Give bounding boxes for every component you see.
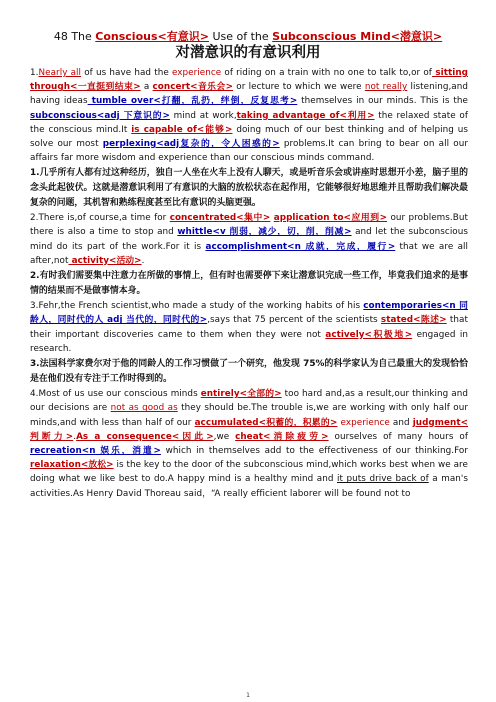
text-run: 3.Fehr,the French scientist,who made a study of the working habits of his [30,301,364,312]
vocab-annotation: tumble over<打翻，乱扔，绊倒，反复思考> [87,96,298,107]
text-run: they should be.The trouble is,we are working with only half our minds,and with less than half of our [30,403,469,428]
text-run: a man's activities.As Henry David Thoreau said，“A really efficient laborer will be found not to [30,474,469,499]
vocab-annotation: concert<音乐会> [152,82,234,93]
text-run: is the key to the door of the subconscious mind,which works best when we are doing what we like best to do.A happy mind is a healthy mind and [30,460,468,485]
title-middle: Use of the [208,30,273,43]
text-run: ourselves of many hours of [328,431,468,442]
page-number: 1 [246,692,250,699]
title-keyword-conscious: Conscious<有意识> [95,30,209,43]
text-run: 1. [30,68,39,78]
document-body [30,66,468,502]
text-run: or lecture to which we were [233,82,365,93]
chinese-title: 对潜意识的有意识利用 [175,44,321,61]
text-run: doing much of our best thinking and of helping us solve our most [30,124,468,150]
vocab-annotation: activity<活动> [68,255,142,266]
text-run: . [73,431,77,442]
vocab-annotation: perplexing<adj复杂的，令人困惑的> [102,139,280,150]
highlight-phrase: not as good as [110,403,178,414]
vocab-annotation: cheat<消除疲劳> [235,431,329,442]
text-run: a [140,82,153,93]
highlight-phrase: Nearly all [38,68,82,78]
text-run: 2.There is,of course,a time for [30,213,170,224]
text-run: the relaxed state of the conscious mind.It [30,110,468,135]
paragraph-4-english [30,387,468,501]
vocab-annotation: contemporaries<n 同龄人，同时代的人 adj 当代的，同时代的> [30,301,468,326]
text-run: that their important discoveries came to them when they were not [30,315,468,340]
vocab-annotation: judgment<判断力> [30,417,468,442]
vocab-annotation: application to<应用到> [273,213,388,224]
vocab-annotation: whittle<v 削弱，减少，切，削，削减> [177,227,352,238]
paragraph-1-english [30,66,468,165]
paragraph-1-chinese: 1.几乎所有人都有过这种经历，独自一人坐在火车上没有人聊天，或是听音乐会或讲座时思想开小差，脑子里的念头此起彼伏。这就是潜意识利用了有意识的大脑的放松状态在起作用，它能够很好地思维并且帮助我们解决最复杂的问题，其机智和熟练程度甚至比有意识的头脑更强。 [30,168,468,208]
text-run: engaged in research. [30,329,468,354]
text-run: which in themselves add to the effectiveness of our thinking.For [160,446,468,457]
vocab-annotation: As a consequence<因此> [76,431,214,442]
highlight-word: experience [171,68,222,78]
vocab-annotation: recreation<n 娱乐，消遣> [30,446,161,457]
paragraph-3-chinese: 3.法国科学家费尔对于他的同龄人的工作习惯做了一个研究，他发现 75%的科学家认为自己最重大的发现恰恰是在他们没有专注于工作时得到的。 [30,359,468,384]
title-prefix: 48 The [53,30,96,43]
vocab-annotation: relaxation<放松> [30,460,114,471]
paragraph-2-chinese: 2.有时我们需要集中注意力在所做的事情上，但有时也需要停下来让潜意识完成一些工作，毕竟我们追求的是事情的结果而不是做事情本身。 [30,271,468,296]
text-run: problems.It can bring to bear on all our affairs far more wisdom and experience than our conscious minds command. [30,139,468,164]
text-run: listening,and having ideas [30,82,469,107]
vocab-annotation: sitting through<一直挺到结束> [30,68,468,93]
english-title [0,30,496,43]
vocab-annotation: taking advantage of<利用> [236,110,375,121]
vocab-annotation: is capable of<能够> [131,124,233,135]
text-run: our problems.But there is also a time to stop and [30,213,468,238]
text-run: . [141,255,145,266]
paragraph-3-english [30,299,468,356]
vocab-annotation: accumulated<积蓄的，积累的> [194,417,338,428]
text-run: and [389,417,413,428]
vocab-annotation: subconscious<adj 下意识的> [30,110,170,121]
text-run: mind at work, [169,110,237,121]
highlight-phrase: not really [364,82,408,93]
paragraph-2-english [30,211,468,268]
vocab-annotation: concentrated<集中> [169,213,271,224]
text-run: of us have had the [81,68,172,78]
highlight-word: experience [340,417,390,428]
text-run: 4.Most of us use our conscious minds [30,389,201,400]
vocab-annotation: actively<积极地> [325,329,413,340]
vocab-annotation: stated<陈述> [380,315,447,326]
text-run: that we are all after,not [30,241,469,266]
text-run: and let the subconscious mind do its part of the work.For it is [30,227,468,252]
text-run: themselves in our minds. This is the [297,96,468,107]
title-keyword-subconscious: Subconscious Mind<潜意识> [272,30,443,43]
text-run: ,says that 75 percent of the scientists [207,315,381,326]
text-run: of riding on a train with no one to talk to,or of [221,68,432,78]
underlined-phrase: it puts drive back of [337,474,429,485]
vocab-annotation: accomplishment<n 成就，完成，履行> [205,241,396,252]
vocab-annotation: entirely<全部的> [200,389,282,400]
text-run: ,we [213,431,236,442]
text-run: too hard and,as a result,our thinking and our decisions are [30,389,468,414]
